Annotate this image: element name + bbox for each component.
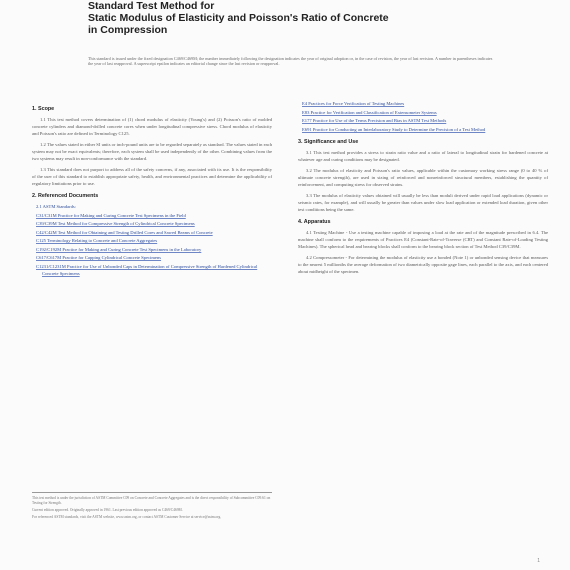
scope-paragraph: 1.3 This standard does not purport to address all of the safety concerns, if any, associated with its use. It is the responsibility of the user of this standard to establish appropriate safety, health, and environmental practices and determine the applicability of regulatory limitations prior to use.: [32, 167, 272, 186]
designation-note: This standard is issued under the fixed designation C469/C469M; the number immediately following the designation indicates the year of original adoption or, in the case of revision, the year of last revision. A number in parentheses indicates the year of last reapproval. A superscript epsilon indicates an editorial change since the last revision or reapproval.: [88, 56, 493, 67]
reference-link-text[interactable]: E691 Practice for Conducting an Interlaboratory Study to Determine the Precision of a Test Method: [302, 126, 486, 132]
reference-link[interactable]: [302, 109, 548, 116]
right-column: [298, 100, 548, 279]
reference-link[interactable]: [302, 126, 548, 133]
page-number: 1: [537, 558, 540, 564]
title-line-1: Standard Test Method for: [88, 0, 215, 12]
reference-link[interactable]: [36, 212, 272, 219]
significance-paragraph: 3.3 The modulus of elasticity values obtained will usually be less than moduli derived under rapid load applications (dynamic or seismic rates, for example), and will usually be greater than values under slow load application or extended load duration, given other test conditions being the same.: [298, 192, 548, 212]
left-column: [32, 100, 272, 278]
reference-intro: 2.1 ASTM Standards:: [36, 204, 76, 209]
reference-link-text[interactable]: E4 Practices for Force Verification of Testing Machines: [302, 101, 405, 106]
reference-link[interactable]: [36, 246, 272, 253]
section-heading-scope: 1. Scope: [32, 106, 55, 112]
reference-link[interactable]: [36, 254, 272, 261]
section-heading-references: 2. Referenced Documents: [32, 193, 99, 199]
footnote: Current edition approved. Originally approved in 1961. Last previous edition approved as C469/C469M.: [32, 508, 183, 512]
reference-link-text[interactable]: C31/C31M Practice for Making and Curing Concrete Test Specimens in the Field: [36, 212, 186, 218]
title-line-3: in Compression: [88, 24, 168, 36]
reference-link-text[interactable]: C192/C192M Practice for Making and Curing Concrete Test Specimens in the Laboratory: [36, 246, 202, 252]
footnote: This test method is under the jurisdiction of ASTM Committee C09 on Concrete and Concrete Aggregates and is the direct responsibility of Subcommittee C09.61 on Testing for Strength.: [32, 496, 271, 505]
reference-link[interactable]: [302, 117, 548, 124]
section-heading-apparatus: 4. Apparatus: [298, 218, 331, 225]
significance-paragraph: 3.2 The modulus of elasticity and Poisson's ratio values, applicable within the customary working stress range (0 to 40 % of ultimate concrete strength), are used in sizing of reinforced and nonreinforced structural members, establishing the quantity of reinforcement, and computing stress for observed strains.: [298, 167, 548, 187]
scope-paragraph: 1.1 This test method covers determination of (1) chord modulus of elasticity (Young's) and (2) Poisson's ratio of molded concrete cylinders and diamond-drilled concrete cores when under longitudinal compressive stress. Chord modulus of elasticity and Poisson's ratio are defined in Terminology C125.: [32, 117, 272, 136]
reference-link-text[interactable]: C39/C39M Test Method for Compressive Strength of Cylindrical Concrete Specimens: [36, 221, 195, 226]
reference-link-text[interactable]: E177 Practice for Use of the Terms Precision and Bias in ASTM Test Methods: [302, 118, 447, 123]
reference-link-text[interactable]: C1231/C1231M Practice for Use of Unbonded Caps in Determination of Compressive Strength of Hardened Cylindrical Concrete Specimens: [36, 263, 258, 276]
reference-link[interactable]: [302, 100, 548, 107]
reference-link-text[interactable]: C125 Terminology Relating to Concrete and Concrete Aggregates: [36, 238, 158, 243]
document-title: [88, 0, 488, 36]
scope-paragraph: 1.2 The values stated in either SI units or inch-pound units are to be regarded separately as standard. The values stated in each system may not be exact equivalents; therefore, each system shall be used independently of the other. Combining values from the two systems may result in non-conformance with the standard.: [32, 142, 272, 161]
section-heading-significance: 3. Significance and Use: [298, 138, 359, 145]
significance-paragraph: 3.1 This test method provides a stress to strain ratio value and a ratio of lateral to longitudinal strain for hardened concrete at whatever age and curing conditions may be designated.: [298, 149, 548, 162]
reference-link-text[interactable]: C617/C617M Practice for Capping Cylindrical Concrete Specimens: [36, 255, 162, 260]
reference-link-text[interactable]: C42/C42M Test Method for Obtaining and Testing Drilled Cores and Sawed Beams of Concrete: [36, 229, 213, 235]
reference-link[interactable]: [36, 220, 272, 227]
reference-link[interactable]: [36, 229, 272, 236]
reference-link-text[interactable]: E83 Practice for Verification and Classification of Extensometer Systems: [302, 109, 437, 115]
reference-link[interactable]: [36, 237, 272, 244]
apparatus-paragraph: 4.1 Testing Machine - Use a testing machine capable of imposing a load at the rate and of the magnitude prescribed in 6.4. The machine shall conform to the requirements of Practices E4 (Constant-Rate-of-Traverse (CRT) and Constant Rate-of-Loading Testing Machines). The spherical head and bearing blocks shall conform to the bearing block section of Test Method C39/C39M.: [298, 229, 548, 249]
apparatus-paragraph: 4.2 Compressometer - For determining the modulus of elasticity use a bonded (Note 1) or unbonded sensing device that measures to the nearest 5 millionths the average deformation of two diametrically opposite gage lines, each parallel to the axis, and each centered about midheight of the specimen.: [298, 254, 548, 274]
footnote: For referenced ASTM standards, visit the ASTM website, www.astm.org, or contact ASTM Customer Service at service@astm.org.: [32, 515, 222, 519]
footnotes: [32, 492, 272, 522]
title-line-2: Static Modulus of Elasticity and Poisson's Ratio of Concrete: [88, 12, 389, 24]
reference-link[interactable]: [36, 263, 272, 277]
